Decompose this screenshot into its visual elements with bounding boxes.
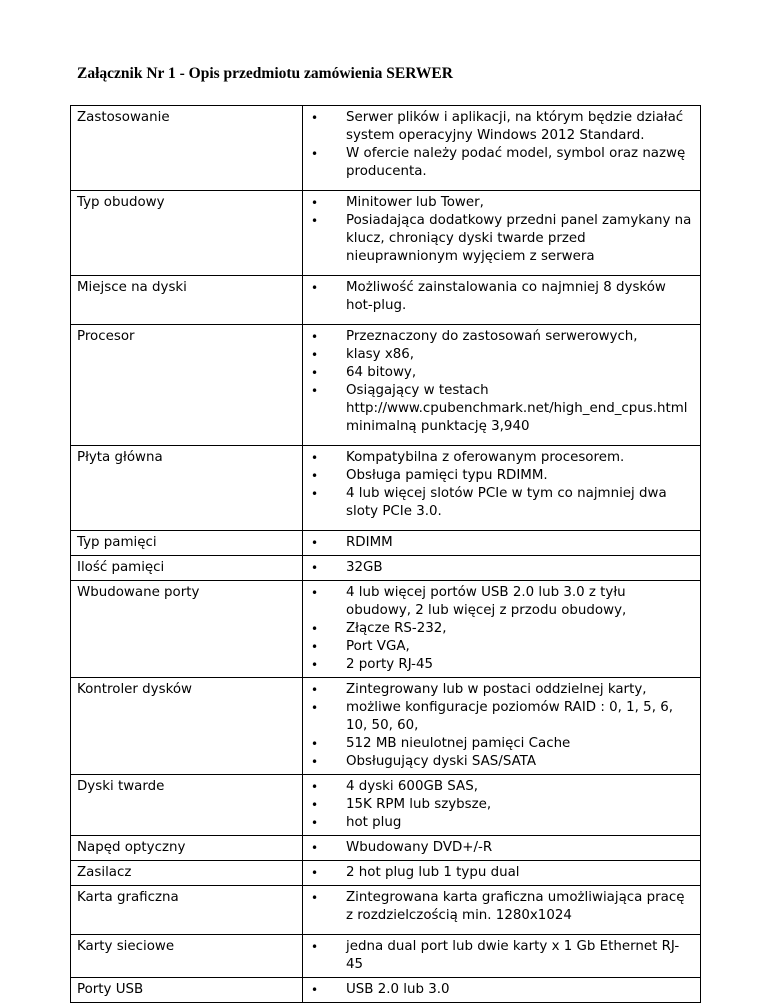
- list-item: • 2 hot plug lub 1 typu dual: [346, 864, 694, 882]
- list-item: • Minitower lub Tower,: [346, 194, 694, 212]
- row-label: Karty sieciowe: [71, 935, 303, 978]
- bullet-list: [309, 328, 694, 436]
- table-row: [71, 836, 701, 861]
- table-row: [71, 886, 701, 935]
- bullet-list: [309, 559, 694, 577]
- list-item: • USB 2.0 lub 3.0: [346, 981, 694, 999]
- list-item: • Osiągający w testach http://www.cpubenchmark.net/high_end_cpus.html minimalną punktację 3,940: [346, 382, 694, 436]
- list-item: • 64 bitowy,: [346, 364, 694, 382]
- bullet-list: [309, 279, 694, 315]
- list-item: • 4 lub więcej slotów PCIe w tym co najmniej dwa sloty PCIe 3.0.: [346, 485, 694, 521]
- list-item: • 4 dyski 600GB SAS,: [346, 778, 694, 796]
- list-item: • Zintegrowany lub w postaci oddzielnej karty,: [346, 681, 694, 699]
- row-value: [303, 325, 701, 446]
- list-item: • 15K RPM lub szybsze,: [346, 796, 694, 814]
- bullet-list: [309, 981, 694, 999]
- bullet-list: [309, 889, 694, 925]
- table-row: [71, 581, 701, 678]
- row-value: [303, 886, 701, 935]
- bullet-list: [309, 864, 694, 882]
- row-value: [303, 836, 701, 861]
- row-value: [303, 775, 701, 836]
- row-label: Ilość pamięci: [71, 556, 303, 581]
- bullet-list: [309, 194, 694, 266]
- list-item: • Wbudowany DVD+/-R: [346, 839, 694, 857]
- row-label: Procesor: [71, 325, 303, 446]
- row-value: [303, 191, 701, 276]
- table-row: [71, 935, 701, 978]
- row-value: [303, 556, 701, 581]
- row-value: [303, 531, 701, 556]
- document-title: Załącznik Nr 1 - Opis przedmiotu zamówienia SERWER: [77, 65, 453, 82]
- list-item: • Obsługujący dyski SAS/SATA: [346, 753, 694, 771]
- row-label: Karta graficzna: [71, 886, 303, 935]
- list-item: • 2 porty RJ-45: [346, 656, 694, 674]
- list-item: • klasy x86,: [346, 346, 694, 364]
- list-item: • 512 MB nieulotnej pamięci Cache: [346, 735, 694, 753]
- list-item: • Obsługa pamięci typu RDIMM.: [346, 467, 694, 485]
- bullet-list: [309, 534, 694, 552]
- row-label: Zasilacz: [71, 861, 303, 886]
- list-item: • możliwe konfiguracje poziomów RAID : 0, 1, 5, 6, 10, 50, 60,: [346, 699, 694, 735]
- table-row: [71, 191, 701, 276]
- list-item: • W ofercie należy podać model, symbol oraz nazwę producenta.: [346, 145, 694, 181]
- row-value: [303, 935, 701, 978]
- row-label: Typ obudowy: [71, 191, 303, 276]
- table-row: [71, 106, 701, 191]
- row-label: Typ pamięci: [71, 531, 303, 556]
- row-value: [303, 446, 701, 531]
- list-item: • Serwer plików i aplikacji, na którym będzie działać system operacyjny Windows 2012 Standard.: [346, 109, 694, 145]
- list-item: • Możliwość zainstalowania co najmniej 8 dysków hot-plug.: [346, 279, 694, 315]
- bullet-list: [309, 584, 694, 674]
- table-row: [71, 556, 701, 581]
- bullet-list: [309, 109, 694, 181]
- bullet-list: [309, 449, 694, 521]
- list-item: • hot plug: [346, 814, 694, 832]
- table-row: [71, 325, 701, 446]
- row-value: [303, 861, 701, 886]
- row-label: Płyta główna: [71, 446, 303, 531]
- table-row: [71, 775, 701, 836]
- row-label: Zastosowanie: [71, 106, 303, 191]
- row-label: Miejsce na dyski: [71, 276, 303, 325]
- list-item: • RDIMM: [346, 534, 694, 552]
- row-label: Napęd optyczny: [71, 836, 303, 861]
- bullet-list: [309, 681, 694, 771]
- list-item: • 32GB: [346, 559, 694, 577]
- list-item: • 4 lub więcej portów USB 2.0 lub 3.0 z tyłu obudowy, 2 lub więcej z przodu obudowy,: [346, 584, 694, 620]
- bullet-list: [309, 839, 694, 857]
- table-row: [71, 531, 701, 556]
- list-item: • Złącze RS-232,: [346, 620, 694, 638]
- row-label: Wbudowane porty: [71, 581, 303, 678]
- bullet-list: [309, 938, 694, 974]
- row-value: [303, 106, 701, 191]
- bullet-list: [309, 778, 694, 832]
- list-item: • Port VGA,: [346, 638, 694, 656]
- list-item: • Przeznaczony do zastosowań serwerowych,: [346, 328, 694, 346]
- row-value: [303, 978, 701, 1003]
- list-item: • Kompatybilna z oferowanym procesorem.: [346, 449, 694, 467]
- row-label: Porty USB: [71, 978, 303, 1003]
- table-row: [71, 276, 701, 325]
- table-row: [71, 861, 701, 886]
- list-item: • jedna dual port lub dwie karty x 1 Gb Ethernet RJ-45: [346, 938, 694, 974]
- row-value: [303, 678, 701, 775]
- table-row: [71, 446, 701, 531]
- specification-table: [70, 105, 701, 1003]
- list-item: • Posiadająca dodatkowy przedni panel zamykany na klucz, chroniący dyski twarde przed nieuprawnionym wyjęciem z serwera: [346, 212, 694, 266]
- row-value: [303, 276, 701, 325]
- row-label: Dyski twarde: [71, 775, 303, 836]
- row-value: [303, 581, 701, 678]
- table-row: [71, 978, 701, 1003]
- list-item: • Zintegrowana karta graficzna umożliwiająca pracę z rozdzielczością min. 1280x1024: [346, 889, 694, 925]
- row-label: Kontroler dysków: [71, 678, 303, 775]
- table-row: [71, 678, 701, 775]
